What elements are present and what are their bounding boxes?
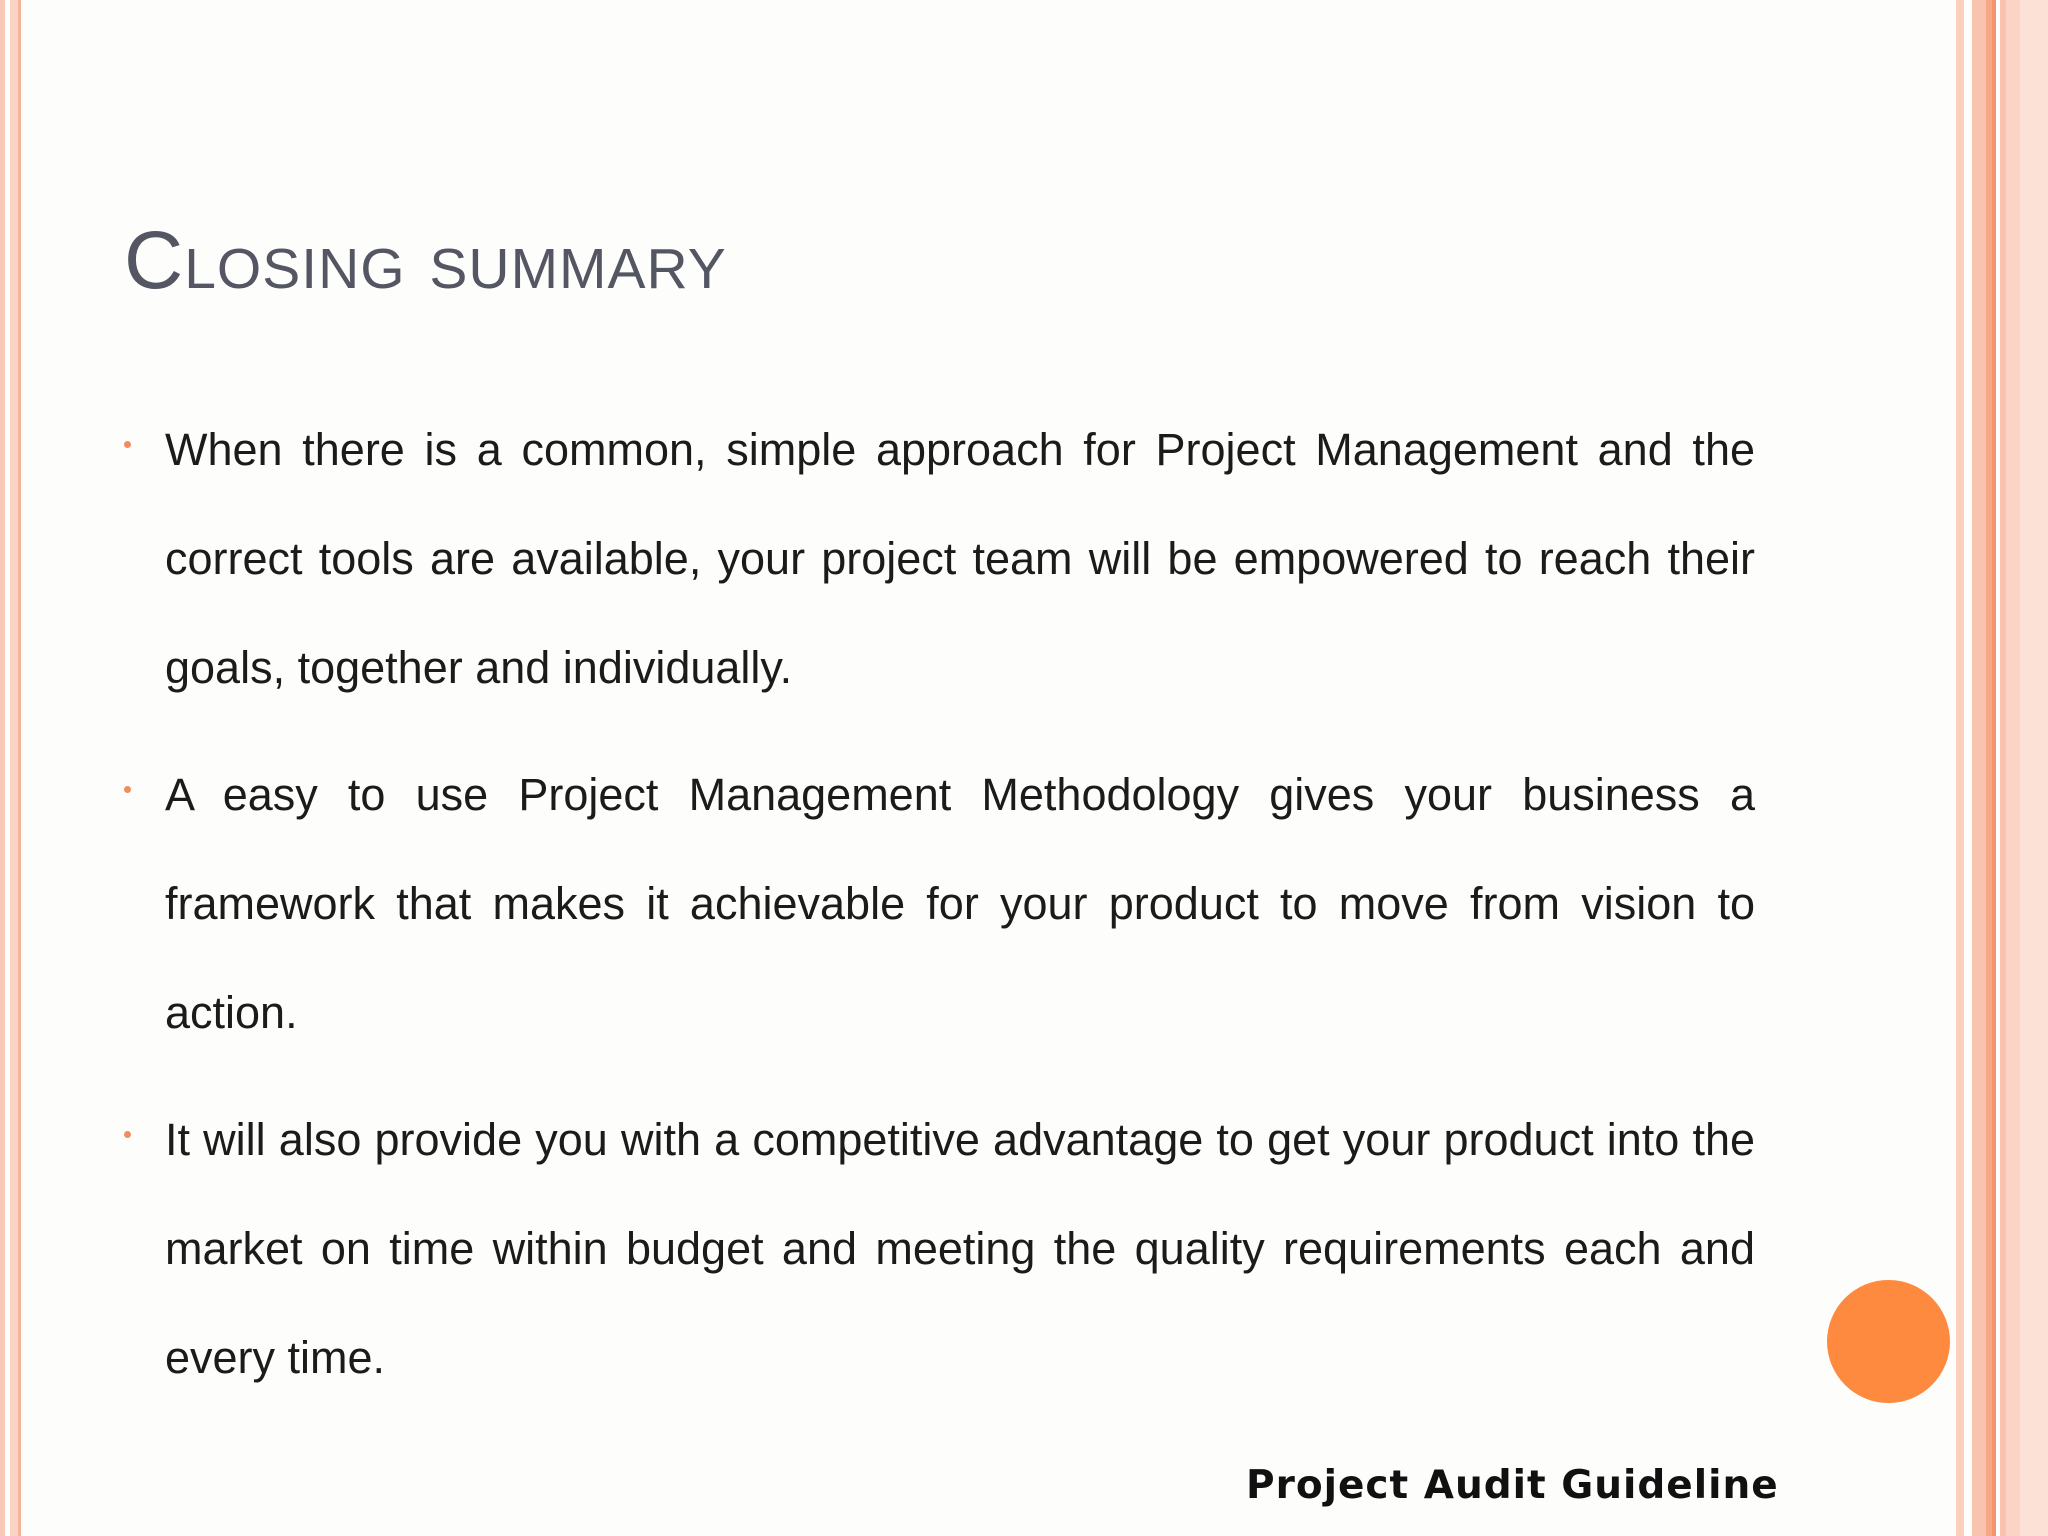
right-border-stripe [1972, 0, 1986, 1536]
decorative-circle-icon [1827, 1280, 1950, 1403]
bullet-dot-icon [124, 1131, 131, 1138]
bullet-text: A easy to use Project Management Methodology gives your business a framework that makes it achievable for your product to move from vision to action. [165, 769, 1755, 1038]
right-border-stripe [1992, 0, 1996, 1536]
right-border-stripe [2020, 0, 2048, 1536]
bullet-list [120, 395, 1755, 1430]
slide-footer: Project Audit Guideline [1246, 1463, 1779, 1508]
bullet-item [120, 740, 1755, 1067]
right-border-stripe [2006, 0, 2020, 1536]
left-border-stripe [0, 0, 5, 1536]
bullet-dot-icon [124, 441, 131, 448]
left-border-stripe [10, 0, 18, 1536]
bullet-item [120, 395, 1755, 722]
bullet-item [120, 1085, 1755, 1412]
bullet-dot-icon [124, 786, 131, 793]
left-border-stripe [18, 0, 21, 1536]
slide-title: Closing summary [124, 215, 727, 306]
bullet-text: When there is a common, simple approach for Project Management and the correct tools are available, your project team will be empowered to reach their goals, together and individually. [165, 424, 1755, 693]
right-border-stripe [1956, 0, 1964, 1536]
bullet-text: It will also provide you with a competitive advantage to get your product into the market on time within budget and meeting the quality requirements each and every time. [165, 1114, 1755, 1383]
